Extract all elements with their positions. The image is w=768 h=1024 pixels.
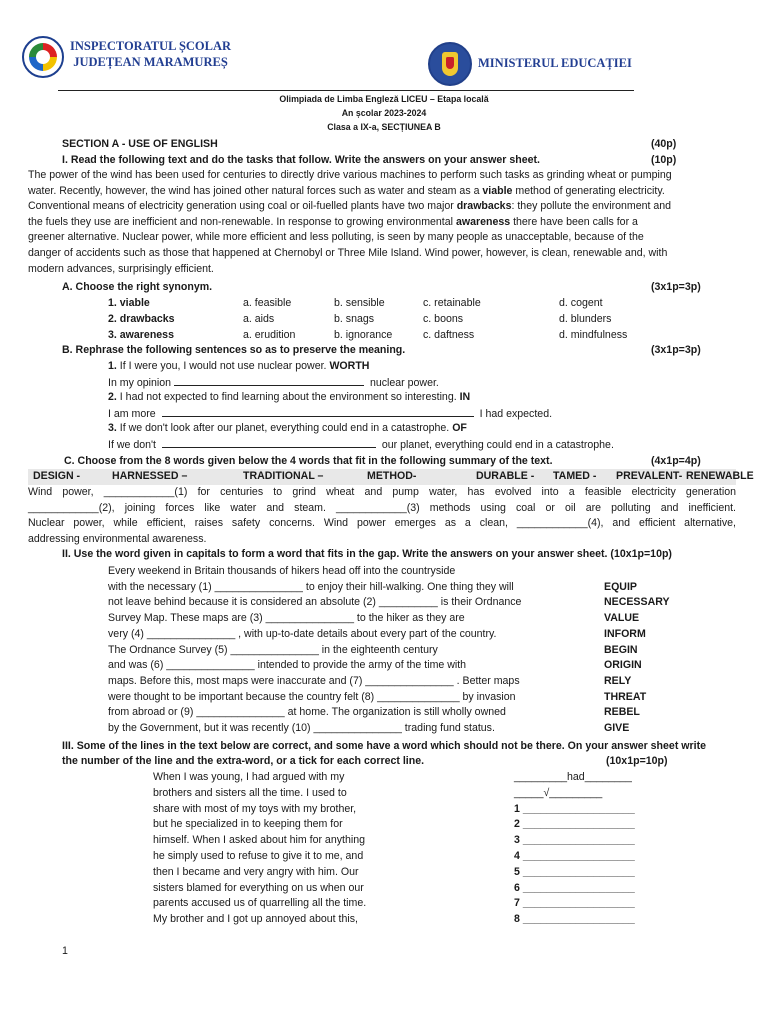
summary-line: Wind power, ____________(1) for centuries to grind wheat and pump water, has evolved into a feasible electricity generation: [28, 486, 736, 498]
error-correction-line: but he specialized in to keeping them for: [153, 818, 343, 831]
synonym-option: d. blunders: [559, 313, 612, 325]
part-c-points: (4x1p=4p): [651, 455, 701, 467]
inspectorate-line2: JUDEȚEAN MARAMUREȘ: [73, 55, 228, 69]
answer-blank: _________had________: [514, 771, 632, 783]
synonym-option: a. erudition: [243, 329, 296, 341]
passage-text: : they pollute the environment and: [511, 200, 672, 213]
error-correction-line: sisters blamed for everything on us when our: [153, 881, 364, 894]
word-formation-line: were thought to be important because the country felt (8) ______________ by invasion: [108, 690, 516, 703]
word-bank-item: DURABLE -: [476, 470, 535, 482]
passage-line: [28, 184, 738, 200]
answer-gap: [174, 375, 364, 386]
passage-keyword: awareness: [455, 215, 511, 228]
section-a-points: (40p): [651, 138, 677, 150]
word-formation-line: very (4) _______________ , with up-to-date details about every part of the country.: [108, 627, 497, 640]
answer-blank: 6 ___________________: [514, 881, 635, 894]
answer-blank: 5 ___________________: [514, 865, 635, 878]
synonym-option: c. boons: [423, 313, 464, 325]
answer-blank: 1 ___________________: [514, 802, 635, 815]
rephrase-start: If we don't: [108, 439, 159, 451]
rephrase-end: nuclear power.: [367, 377, 439, 389]
passage-text: The power of the wind has been used for centuries to directly drive various machines to perform such tasks as grinding wheat or pumping: [28, 169, 672, 181]
answer-blank: 2 ___________________: [514, 818, 635, 831]
answer-blank: 7 ___________________: [514, 897, 635, 910]
answer-gap: [162, 437, 376, 448]
rephrase-end: our planet, everything could end in a catastrophe.: [378, 439, 614, 451]
word-formation-line: maps. Before this, most maps were inaccurate and (7) _______________ . Better maps: [108, 674, 520, 687]
part3-heading-line2: the number of the line and the extra-word, or a tick for each correct line.: [62, 755, 425, 767]
synonym-option: c. daftness: [423, 329, 475, 341]
part3-points: (10x1p=10p): [606, 755, 668, 767]
rephrase-number: 2.: [108, 391, 117, 403]
stem-word: REBEL: [604, 706, 640, 719]
summary-line: addressing environmental awareness.: [28, 532, 207, 545]
school-year: An școlar 2023-2024: [341, 108, 427, 118]
synonym-option: b. ignorance: [334, 329, 393, 341]
rephrase-prompt: [108, 359, 369, 375]
inspectorate-logo: [22, 36, 64, 78]
passage-line: [28, 262, 738, 278]
synonym-option: d. mindfulness: [559, 329, 628, 341]
answer-gap: [162, 406, 474, 417]
word-bank: [28, 469, 754, 485]
synonym-keyword: 2. drawbacks: [108, 313, 175, 325]
ministry-name: MINISTERUL EDUCAȚIEI: [478, 56, 632, 70]
word-bank-item: HARNESSED –: [112, 470, 188, 482]
passage-text: method of generating electricity.: [512, 184, 665, 197]
stem-word: VALUE: [604, 612, 640, 625]
passage-text: there have been calls for a: [510, 215, 638, 228]
part-b-heading: B. Rephrase the following sentences so as to preserve the meaning.: [62, 344, 406, 356]
synonym-option: b. snags: [334, 313, 375, 325]
rephrase-number: 3.: [108, 422, 117, 434]
word-bank-item: TAMED -: [553, 470, 597, 482]
rephrase-keyword: OF: [452, 422, 467, 434]
stem-word: GIVE: [604, 722, 630, 734]
stem-word: EQUIP: [604, 580, 637, 593]
part2-heading: II. Use the word given in capitals to form a word that fits in the gap. Write the answers on your answer sheet. (10x1p=10p): [62, 548, 672, 560]
rephrase-prompt: [108, 390, 470, 406]
summary-text: [28, 485, 736, 547]
passage-line: [28, 168, 738, 184]
synonym-keyword: 3. awareness: [108, 329, 174, 341]
word-bank-item: TRADITIONAL –: [243, 470, 324, 482]
passage-line: [28, 199, 738, 215]
error-correction-line: then I became and very angry with him. Our: [153, 865, 359, 878]
page-number: 1: [62, 945, 68, 957]
word-formation-line: Every weekend in Britain thousands of hikers head off into the countryside: [108, 565, 456, 577]
rephrase-sentence: I had not expected to find learning about the environment so interesting.: [116, 391, 460, 403]
rephrase-end: I had expected.: [476, 408, 553, 420]
answer-blank: 8 ___________________: [514, 913, 635, 926]
error-correction-line: himself. When I asked about him for anything: [153, 834, 365, 847]
answer-blank: 3 ___________________: [514, 834, 635, 847]
answer-blank: 4 ___________________: [514, 850, 635, 862]
part-a-heading: A. Choose the right synonym.: [62, 281, 213, 293]
answer-blank: _____√_________: [514, 786, 603, 799]
error-correction-line: My brother and I got up annoyed about this,: [153, 913, 358, 926]
word-formation-line: not leave behind because it is considered an absolute (2) __________ is their Ordnance: [108, 596, 522, 609]
word-formation-line: by the Government, but it was recently (10) _______________ trading fund status.: [108, 722, 495, 734]
rephrase-start: In my opinion: [108, 377, 172, 389]
stem-word: BEGIN: [604, 643, 638, 656]
section-a-label: SECTION A - USE OF ENGLISH: [62, 138, 218, 150]
rephrase-keyword: IN: [459, 391, 471, 403]
word-formation-line: Survey Map. These maps are (3) _______________ to the hiker as they are: [108, 612, 465, 625]
stem-word: NECESSARY: [604, 596, 670, 609]
passage-text: water. Recently, however, the wind has joined other natural forces such as water and steam as a: [28, 184, 483, 197]
passage-text: the fuels they use are inefficient and non-renewable. In response to growing environmental: [28, 215, 456, 228]
part3-heading-line1: III. Some of the lines in the text below are correct, and some have a word which should not be there. On your answer sheet write: [62, 740, 707, 752]
synonym-option: d. cogent: [559, 297, 603, 309]
synonym-option: b. sensible: [334, 297, 385, 309]
header-divider: [58, 90, 634, 91]
synonym-option: a. aids: [243, 313, 275, 325]
inspectorate-line1: INSPECTORATUL ȘCOLAR: [70, 39, 232, 53]
part1-points: (10p): [651, 154, 677, 166]
part-c-heading: C. Choose from the 8 words given below the 4 words that fit in the following summary of the text.: [64, 455, 553, 467]
stem-word: INFORM: [604, 627, 646, 640]
rephrase-answer-line: [108, 437, 614, 454]
summary-line: Nuclear power, while efficient, raises safety concerns. Wind power emerges as a clean, ____________(4), and efficient alternative,: [28, 517, 736, 530]
passage-text: modern advances, surprisingly efficient.: [28, 262, 214, 275]
synonym-keyword: 1. viable: [108, 297, 150, 309]
word-bank-item: DESIGN -: [33, 470, 81, 482]
rephrase-prompt: [108, 421, 467, 437]
passage-text: greener alternative. Nuclear power, while more efficient and less polluting, is seen by many people as unacceptable, because of the: [28, 231, 644, 244]
passage-line: [28, 215, 738, 231]
inspectorate-name: [70, 38, 231, 70]
synonym-option: c. retainable: [423, 297, 481, 309]
synonym-option: a. feasible: [243, 297, 292, 309]
passage-line: [28, 246, 738, 262]
word-formation-line: and was (6) _______________ intended to provide the army of the time with: [108, 659, 467, 672]
stem-word: THREAT: [604, 690, 647, 703]
passage-keyword: viable: [482, 184, 513, 197]
olympiad-title: Olimpiada de Limba Engleză LICEU – Etapa locală: [279, 94, 489, 104]
error-correction-line: parents accused us of quarrelling all the time.: [153, 897, 367, 910]
word-formation-line: The Ordnance Survey (5) _______________ in the eighteenth century: [108, 643, 438, 656]
rephrase-number: 1.: [108, 360, 117, 372]
stem-word: ORIGIN: [604, 659, 642, 672]
summary-line: ____________(2), joining forces like water and steam. ____________(3) methods using coal or oil are polluting and inefficient.: [28, 501, 736, 514]
rephrase-keyword: WORTH: [329, 360, 370, 372]
stem-word: RELY: [604, 674, 632, 687]
word-formation-line: with the necessary (1) _______________ to enjoy their hill-walking. One thing they will: [108, 580, 514, 593]
rephrase-start: I am more: [108, 408, 159, 420]
rephrase-sentence: If I were you, I would not use nuclear power.: [116, 360, 330, 372]
ministry-crest-icon: [428, 42, 472, 86]
part-b-points: (3x1p=3p): [651, 344, 701, 356]
class-section: Clasa a IX-a, SECȚIUNEA B: [327, 122, 441, 132]
rephrase-sentence: If we don't look after our planet, everything could end in a catastrophe.: [116, 422, 453, 434]
reading-passage: [28, 168, 738, 277]
passage-text: danger of accidents such as those that happened at Chernobyl or Three Mile Island. Wind power, however, is clean, renewable and, with: [28, 246, 668, 259]
error-correction-line: he simply used to refuse to give it to me, and: [153, 850, 364, 862]
word-bank-item: RENEWABLE: [686, 470, 754, 482]
passage-keyword: drawbacks: [456, 200, 512, 213]
passage-line: [28, 230, 738, 246]
error-correction-line: brothers and sisters all the time. I used to: [153, 786, 347, 799]
word-formation-line: from abroad or (9) _______________ at home. The organization is still wholly owned: [108, 706, 506, 719]
error-correction-line: share with most of my toys with my brother,: [153, 802, 357, 815]
word-bank-item: PREVALENT-: [616, 470, 683, 482]
part-a-points: (3x1p=3p): [651, 281, 701, 293]
word-bank-item: METHOD-: [367, 470, 417, 482]
part1-instruction: I. Read the following text and do the tasks that follow. Write the answers on your answer sheet.: [62, 154, 540, 166]
passage-text: Conventional means of electricity generation using coal or oil-fuelled plants have two major: [28, 200, 457, 213]
error-correction-line: When I was young, I had argued with my: [153, 771, 345, 783]
